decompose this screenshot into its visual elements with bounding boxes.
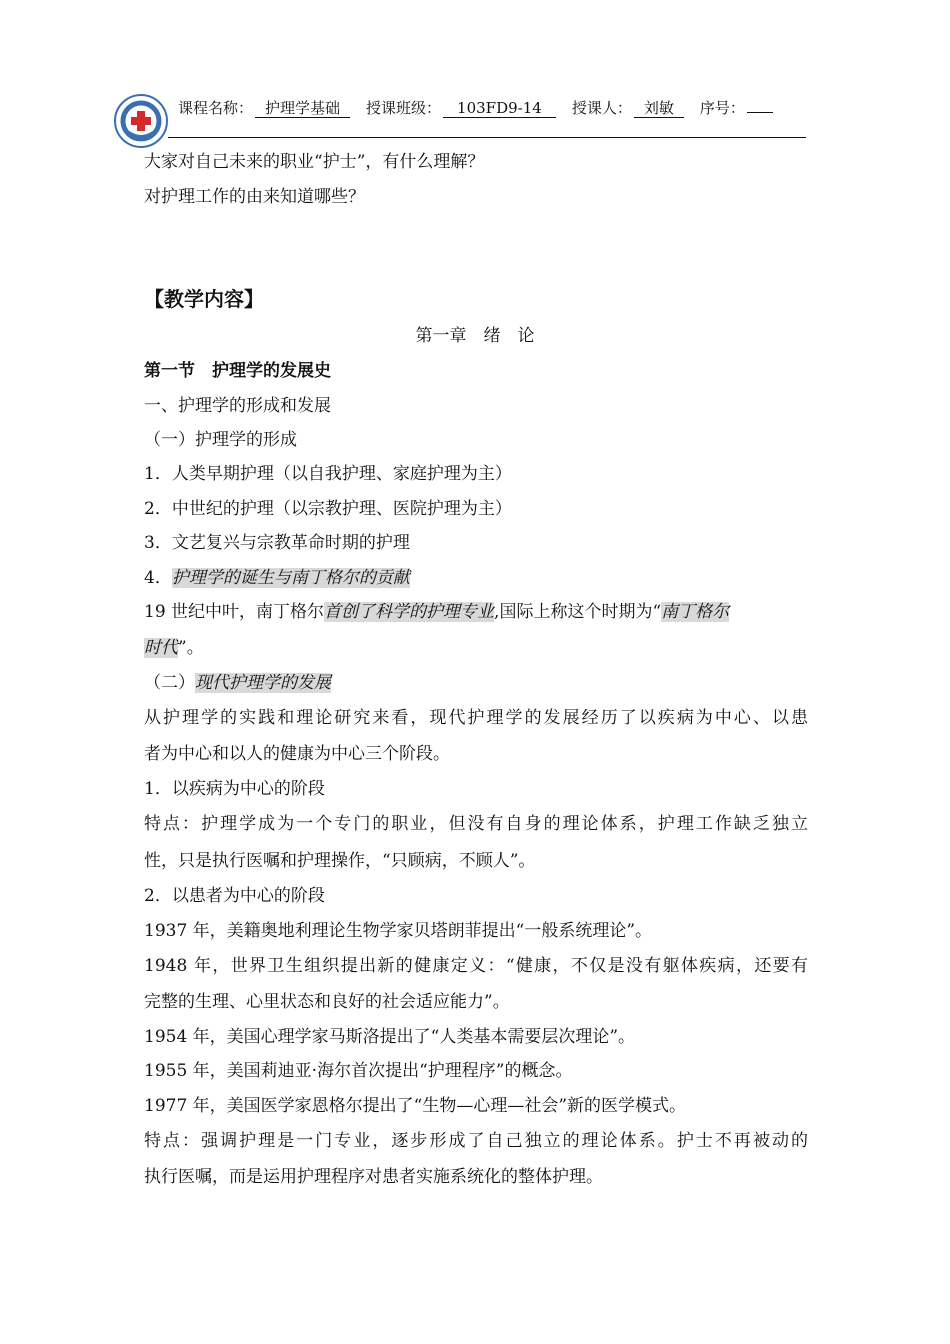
timeline-1937: 1937 年，美籍奥地利理论生物学家贝塔朗菲提出“一般系统理论”。 xyxy=(144,921,653,941)
nightingale-text-a: 19 世纪中叶，南丁格尔 xyxy=(144,602,325,622)
timeline-1948-line-2: 完整的生理、心里状态和良好的社会适应能力”。 xyxy=(144,992,510,1012)
header-rule xyxy=(168,137,806,138)
timeline-1977: 1977 年，美国医学家恩格尔提出了“生物—心理—社会”新的医学模式。 xyxy=(144,1096,687,1116)
paragraph-line: 者为中心和以人的健康为中心三个阶段。 xyxy=(144,744,450,764)
list-item-4-text: 护理学的诞生与南丁格尔的贡献 xyxy=(171,568,410,588)
teacher-label: 授课人： xyxy=(571,99,632,117)
stage-1-title: 1．以疾病为中心的阶段 xyxy=(144,779,325,799)
course-name-value: 护理学基础 xyxy=(255,100,350,118)
timeline-1955: 1955 年，美国莉迪亚·海尔首次提出“护理程序”的概念。 xyxy=(144,1061,573,1081)
nightingale-highlight-b: 首创了科学的护理专业 xyxy=(324,602,495,622)
nightingale-line-2 xyxy=(144,637,204,659)
subsection-2-prefix: （二） xyxy=(144,673,195,693)
paragraph-line: 特点：强调护理是一门专业，逐步形成了自己独立的理论体系。护士不再被动的 xyxy=(144,1131,808,1151)
course-header xyxy=(178,97,773,118)
list-item-4-number: 4． xyxy=(144,568,172,588)
class-label: 授课班级： xyxy=(366,99,442,117)
list-item-2: 2．中世纪的护理（以宗教护理、医院护理为主） xyxy=(144,499,512,519)
stage-2-title: 2．以患者为中心的阶段 xyxy=(144,886,325,906)
school-logo-icon xyxy=(114,94,168,148)
course-name-label: 课程名称： xyxy=(178,99,254,117)
paragraph-line: 性，只是执行医嘱和护理操作，“只顾病，不顾人”。 xyxy=(144,851,536,871)
timeline-1954: 1954 年，美国心理学家马斯洛提出了“人类基本需要层次理论”。 xyxy=(144,1027,636,1047)
nightingale-text-c: ,国际上称这个时期为“ xyxy=(494,602,662,622)
section-title: 第一节 护理学的发展史 xyxy=(144,361,331,381)
list-item-3: 3．文艺复兴与宗教革命时期的护理 xyxy=(144,533,410,553)
chapter-title: 第一章 绪 论 xyxy=(415,326,535,346)
list-item-1: 1．人类早期护理（以自我护理、家庭护理为主） xyxy=(144,464,512,484)
timeline-1948-line-1: 1948 年，世界卫生组织提出新的健康定义：“健康，不仅是没有躯体疾病，还要有 xyxy=(144,956,808,976)
teacher-value: 刘敏 xyxy=(634,100,684,118)
subsection-2-text: 现代护理学的发展 xyxy=(195,673,331,693)
subsection-heading-2 xyxy=(144,672,331,694)
sequence-label: 序号： xyxy=(699,99,745,117)
intro-question-1: 大家对自己未来的职业“护士”，有什么理解？ xyxy=(144,152,485,172)
class-value: 103FD9-14 xyxy=(443,100,556,118)
paragraph-line: 执行医嘱，而是运用护理程序对患者实施系统化的整体护理。 xyxy=(144,1167,603,1187)
paragraph-line: 特点：护理学成为一个专门的职业，但没有自身的理论体系，护理工作缺乏独立 xyxy=(144,814,808,834)
subsection-heading-1: （一）护理学的形成 xyxy=(144,430,297,450)
nightingale-line-1 xyxy=(144,601,729,623)
section-heading: 【教学内容】 xyxy=(144,287,264,311)
nightingale-highlight-d: 南丁格尔 xyxy=(661,602,730,622)
part-heading: 一、护理学的形成和发展 xyxy=(144,396,331,416)
list-item-4 xyxy=(144,567,410,589)
sequence-value xyxy=(747,112,773,113)
paragraph-line: 从护理学的实践和理论研究来看，现代护理学的发展经历了以疾病为中心、以患 xyxy=(144,708,808,728)
intro-question-2: 对护理工作的由来知道哪些？ xyxy=(144,187,365,207)
nightingale-highlight-e: 时代 xyxy=(144,638,178,658)
nightingale-text-f: ”。 xyxy=(178,638,204,658)
